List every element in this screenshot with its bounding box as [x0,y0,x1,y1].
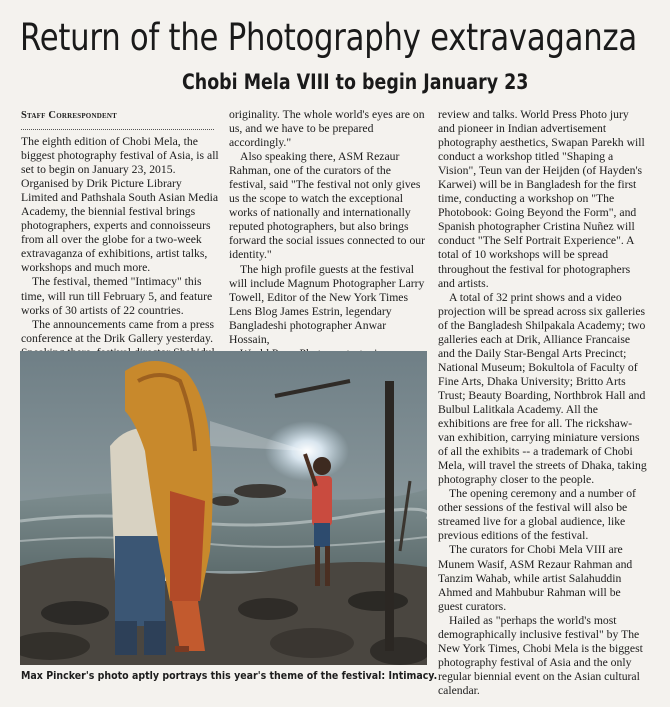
paragraph: Also speaking there, ASM Rezaur Rahman, one of the curators of the festival, said "The festival not only gives us the scope to watch the exceptional works of nationally and internationally reputed photographers, but also brings forward the social issues connected to our identity." [229,150,426,262]
paragraph: The curators for Chobi Mela VIII are Munem Wasif, ASM Rezaur Rahman and Tanzim Wahab, while artist Salahuddin Ahmed and Mahbubur Rahman will be guest curators. [438,543,633,613]
photo-caption: Max Pincker's photo aptly portrays this year's theme of the festival: Intimacy. [21,669,438,682]
subheadline: Chobi Mela VIII to begin January 23 [182,70,529,94]
paragraph: The high profile guests at the festival will include Magnum Photographer Larry Towell, Editor of the New York Times Lens Blog James Estrin, legendary Bangladeshi photographer Anwar Hossain, [229,262,425,346]
paragraph: The announcements came from a press conference at the Drik Gallery yesterday. [21,317,215,345]
paragraph: The eighth edition of Chobi Mela, the biggest photography festival of Asia, is all set to begin on January 23, 2015. Organised by Drik Picture Library Limited and Pathshala South Asian Media Academy, the biennial festival brings photographers, experts and connoisseurs from all over the globe for a two-week extravaganza of exhibitions, artist talks, workshops and much more. [21,135,219,275]
paragraph: Hailed as "perhaps the world's most demographically inclusive festival" by The New York Times, Chobi Mela is the biggest photography festival of Asia and the only regular biennial event on the Asian cultural calendar. [438,613,643,697]
paragraph: A total of 32 print shows and a video projection will be spread across six galleries of the Bangladesh Shilpakala Academy; two galleries each at Drik, Alliance Francaise and the Daily Star-Bengal Arts Precinct; National Museum; Bokultola of Faculty of Fine Arts, Dhaka University; Britto Arts Trust; Beauty Boarding, Northbrok Hall and Bulbul Lalitkala Academy. All the exhibitions are free for all. The rickshaw-van exhibition, carrying miniature versions of all the exhibits -- a trademark of Chobi Mela, will travel the streets of Dhaka, taking photography closer to the people. [438,290,647,487]
byline-divider [21,129,214,130]
paragraph: The festival, themed "Intimacy" this time, will run till February 5, and feature works of 30 artists of 22 countries. [21,275,213,317]
byline: Staff Correspondent [21,110,117,121]
paragraph: The opening ceremony and a number of other sessions of the festival will also be streamed live for a global audience, like previous editions of the festival. [438,487,636,543]
headline: Return of the Photography extravaganza [20,16,637,59]
article-photo [20,351,427,665]
paragraph: review and talks. World Press Photo jury and pioneer in Indian advertisement photography aesthetics, Swapan Parekh will conduct a workshop titled "Shaping a Vision", Teun van der Heijden (of Hayden's Karwei) will be in Bangladesh for the first time, conducting a workshop on "The Photobook: Going Beyond the Form", and Spanish photographer Cristina Nuñez will conduct "The Self Portrait Experience". A total of 10 workshops will be spread throughout the festival for photographers and artists. [438,108,645,290]
paragraph: originality. The whole world's eyes are on us, and we have to be prepared accordingly." [229,108,425,150]
article-column-1 [21,135,221,388]
article-column-3 [438,108,648,698]
